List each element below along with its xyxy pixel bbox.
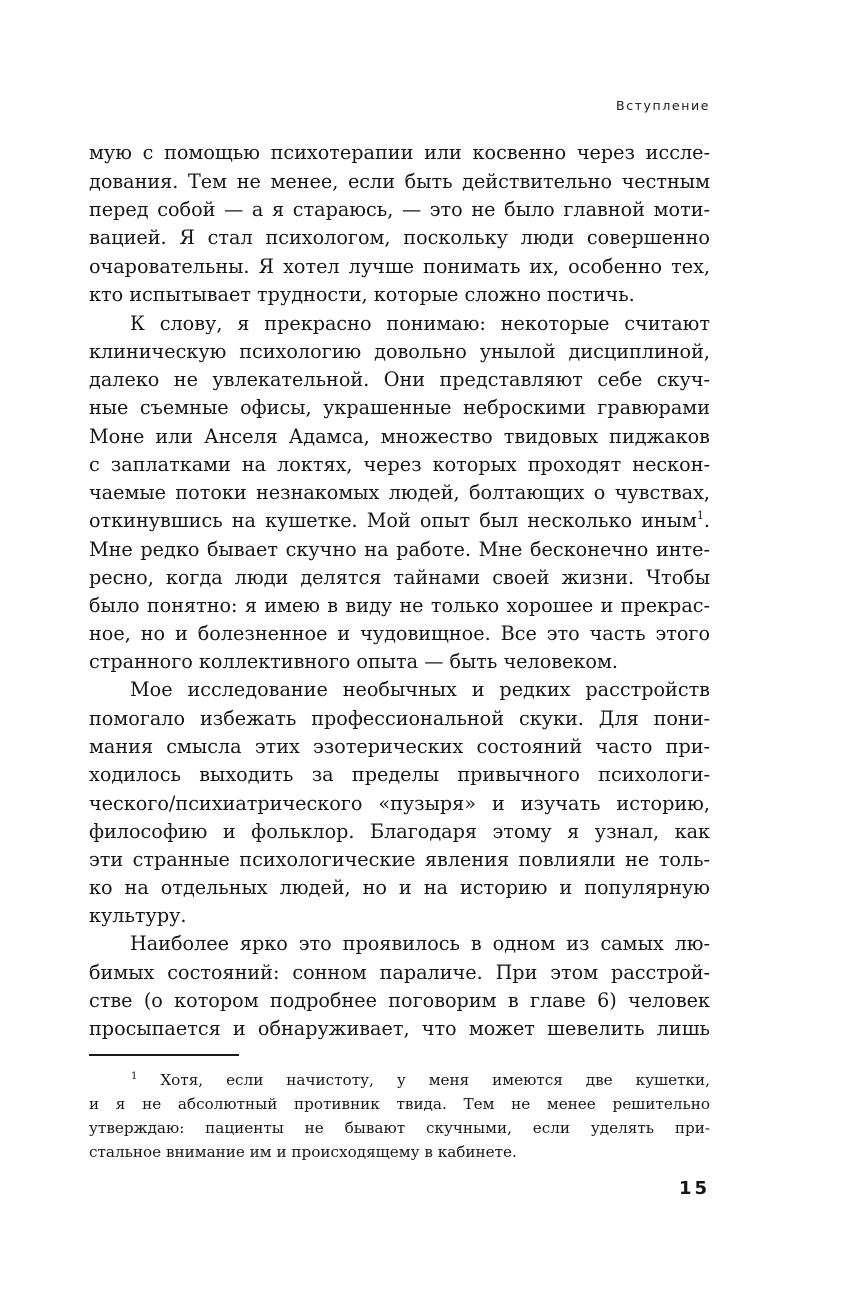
- footnote-line: стальное внимание им и происходящему в кабинете.: [89, 1143, 517, 1161]
- text-line: ные съемные офисы, украшенные неброскими гравюрами: [89, 396, 710, 419]
- text-line: К слову, я прекрасно понимаю: некоторые считают: [130, 312, 710, 335]
- text-line: чаемые потоки незнакомых людей, болтающих о чувствах,: [89, 481, 710, 504]
- text-line: было понятно: я имею в виду не только хорошее и прекрас-: [89, 594, 710, 617]
- text-line: Моне или Анселя Адамса, множество твидовых пиджаков: [89, 425, 710, 448]
- text-line-with-footnote-ref: [89, 507, 710, 535]
- footnote-line-content: Хотя, если начистоту, у меня имеются две кушетки,: [160, 1071, 711, 1089]
- page-number: 15: [678, 1178, 710, 1199]
- text-line: кто испытывает трудности, которые сложно постичь.: [89, 283, 635, 306]
- footnote-ref-tail: .: [703, 509, 710, 532]
- text-line-content: откинувшись на кушетке. Мой опыт был несколько иным: [89, 509, 697, 532]
- text-line: дования. Тем не менее, если быть действительно честным: [89, 170, 710, 193]
- running-head: Вступление: [616, 98, 710, 113]
- text-line: мания смысла этих эзотерических состояний часто при-: [89, 735, 710, 758]
- text-line: Мне редко бывает скучно на работе. Мне бесконечно инте-: [89, 538, 710, 561]
- text-line: эти странные психологические явления повлияли не толь-: [89, 848, 710, 871]
- footnote-divider: [89, 1054, 239, 1056]
- text-line: с заплатками на локтях, через которых проходят нескон-: [89, 453, 710, 476]
- text-line: помогало избежать профессиональной скуки. Для пони-: [89, 707, 710, 730]
- text-line: клиническую психологию довольно унылой дисциплиной,: [89, 340, 710, 363]
- text-line: мую с помощью психотерапии или косвенно через иссле-: [89, 141, 710, 164]
- text-line: просыпается и обнаруживает, что может шевелить лишь: [89, 1017, 710, 1040]
- text-line: перед собой — а я стараюсь, — это не было главной моти-: [89, 198, 710, 221]
- text-line: Наиболее ярко это проявилось в одном из самых лю-: [130, 932, 710, 955]
- text-line: стве (о котором подробнее поговорим в главе 6) человек: [89, 989, 710, 1012]
- text-line: Мое исследование необычных и редких расстройств: [130, 678, 710, 701]
- footnote-line: [131, 1068, 710, 1092]
- footnote-marker: 1: [131, 1071, 138, 1082]
- text-line: культуру.: [89, 904, 187, 927]
- text-line: вацией. Я стал психологом, поскольку люди совершенно: [89, 226, 710, 249]
- footnote-line: утверждаю: пациенты не бывают скучными, если уделять при-: [89, 1119, 710, 1137]
- text-line: философию и фольклор. Благодаря этому я узнал, как: [89, 820, 710, 843]
- footnote-line: и я не абсолютный противник твида. Тем не менее решительно: [89, 1095, 710, 1113]
- text-line: бимых состояний: сонном параличе. При этом расстрой-: [89, 961, 710, 984]
- text-line: ресно, когда люди делятся тайнами своей жизни. Чтобы: [89, 566, 710, 589]
- text-line: ходилось выходить за пределы привычного психологи-: [89, 763, 710, 786]
- text-line: странного коллективного опыта — быть человеком.: [89, 650, 618, 673]
- text-line: очаровательны. Я хотел лучше понимать их, особенно тех,: [89, 255, 710, 278]
- text-line: далеко не увлекательной. Они представляют себе скуч-: [89, 368, 710, 391]
- text-line: ко на отдельных людей, но и на историю и популярную: [89, 876, 710, 899]
- footnote-ref[interactable]: 1: [696, 509, 704, 522]
- text-line: ное, но и болезненное и чудовищное. Все это часть этого: [89, 622, 710, 645]
- text-line: ческого/психиатрического «пузыря» и изучать историю,: [89, 792, 710, 815]
